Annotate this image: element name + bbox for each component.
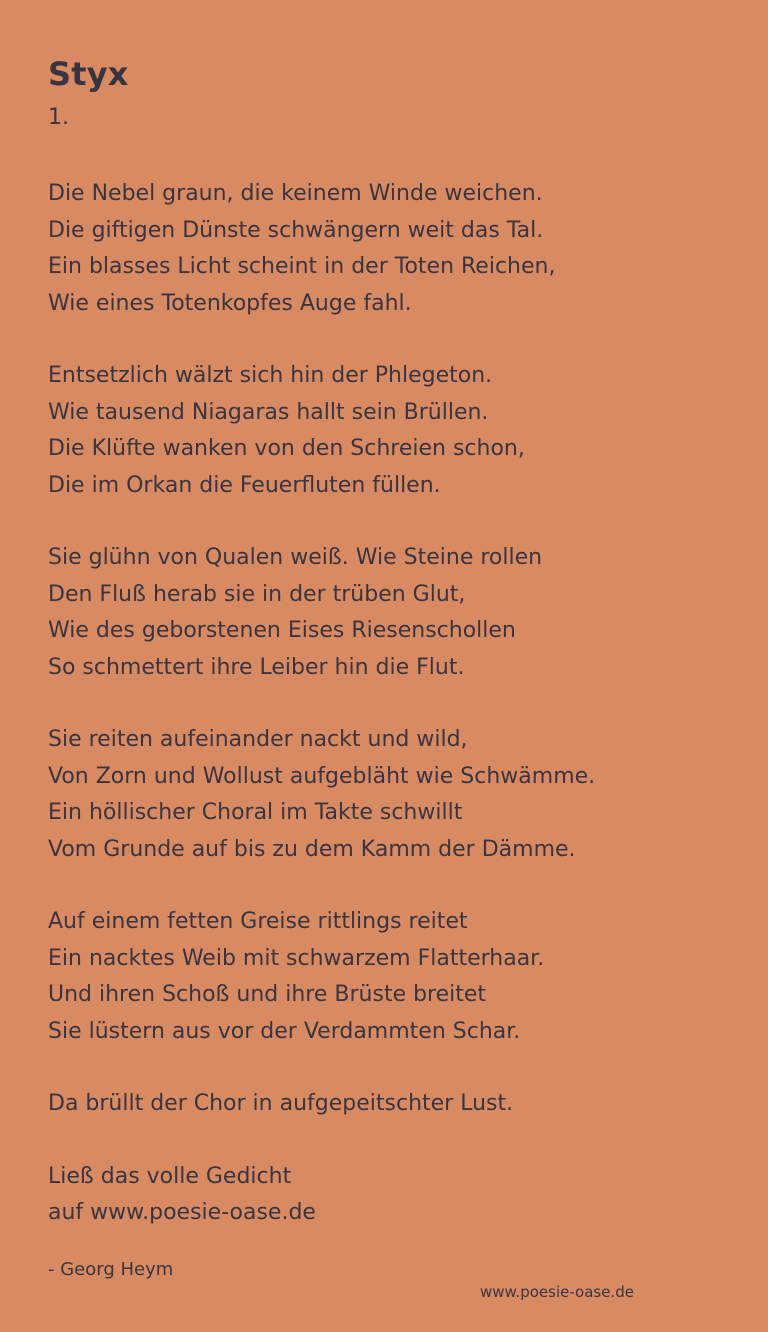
read-full-poem-note <box>48 1159 738 1232</box>
poem-line: Die im Orkan die Feuerfluten füllen. <box>48 472 441 498</box>
poem-title: Styx <box>48 55 129 93</box>
poem-line: Ein höllischer Choral im Takte schwillt <box>48 800 463 825</box>
poem-line: Entsetzlich wälzt sich hin der Phlegeton. <box>48 363 493 388</box>
poem-line: Von Zorn und Wollust aufgebläht wie Schwämme. <box>48 763 596 789</box>
poem-line: Auf einem fetten Greise rittlings reitet <box>48 909 468 934</box>
stanza <box>48 904 738 1050</box>
stanza <box>48 540 738 686</box>
poem-line: Wie des geborstenen Eises Riesenschollen <box>48 618 516 643</box>
poem-line: Wie tausend Niagaras hallt sein Brüllen. <box>48 399 489 425</box>
footer-website-url: www.poesie-oase.de <box>480 1283 634 1301</box>
poem-line: Sie reiten aufeinander nackt und wild, <box>48 727 468 752</box>
poem-line: Da brüllt der Chor in aufgepeitschter Lust. <box>48 1091 514 1116</box>
poem-line: Ein blasses Licht scheint in der Toten Reichen, <box>48 254 556 279</box>
poem-line: Die giftigen Dünste schwängern weit das Tal. <box>48 217 544 243</box>
stanza <box>48 176 738 322</box>
stanza <box>48 1086 738 1123</box>
poem-line: Und ihren Schoß und ihre Brüste breitet <box>48 982 487 1007</box>
poem-line: Die Klüfte wanken von den Schreien schon, <box>48 436 525 461</box>
stanza <box>48 358 738 504</box>
cta-line: auf www.poesie-oase.de <box>48 1200 316 1225</box>
poem-container <box>48 52 738 1232</box>
section-number: 1. <box>48 105 69 130</box>
poem-line: Den Fluß herab sie in der trüben Glut, <box>48 581 466 607</box>
poem-line: Sie lüstern aus vor der Verdammten Schar. <box>48 1018 521 1044</box>
poem-author: - Georg Heym <box>48 1259 174 1280</box>
poem-line: Vom Grunde auf bis zu dem Kamm der Dämme. <box>48 836 576 862</box>
cta-line: Ließ das volle Gedicht <box>48 1163 292 1189</box>
poem-stanzas <box>48 176 738 1123</box>
poem-line: Wie eines Totenkopfes Auge fahl. <box>48 290 412 316</box>
stanza <box>48 722 738 868</box>
poem-line: So schmettert ihre Leiber hin die Flut. <box>48 654 465 680</box>
poem-line: Sie glühn von Qualen weiß. Wie Steine rollen <box>48 545 543 570</box>
poem-line: Die Nebel graun, die keinem Winde weichen. <box>48 181 543 206</box>
poem-line: Ein nacktes Weib mit schwarzem Flatterhaar. <box>48 945 545 971</box>
